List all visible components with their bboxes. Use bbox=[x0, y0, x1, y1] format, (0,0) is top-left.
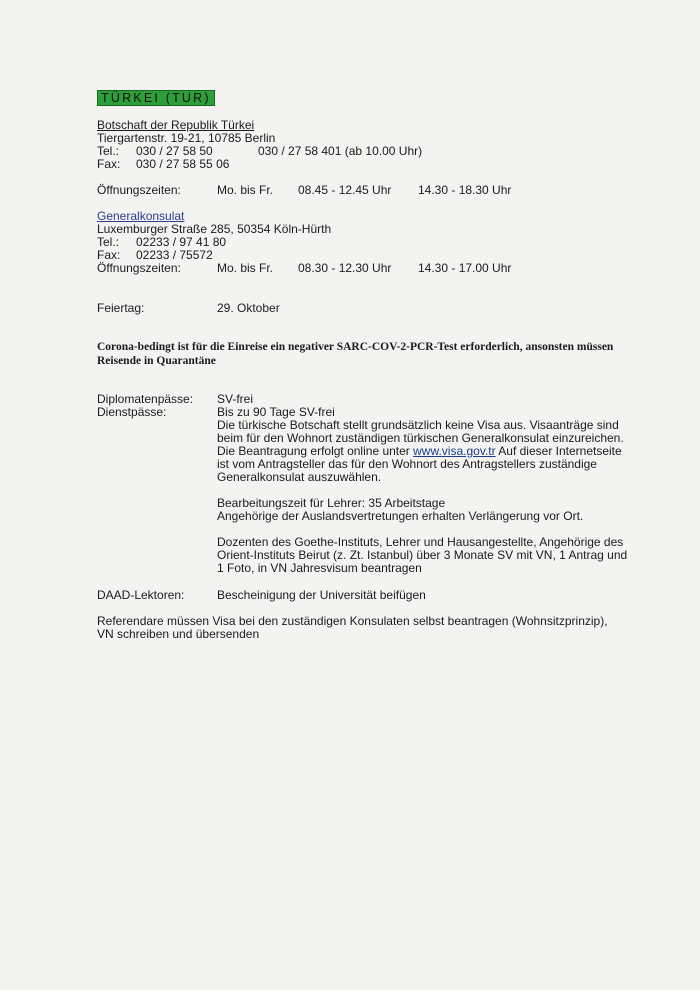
service-passport-label: Dienstpässe: bbox=[97, 405, 167, 419]
visa-paragraph3-line1: Dozenten des Goethe-Instituts, Lehrer und Hausangestellte, Angehörige des bbox=[217, 535, 624, 549]
referendare-note-line2: VN schreiben und übersenden bbox=[97, 627, 260, 641]
visa-paragraph1-line1: Die türkische Botschaft stellt grundsätzlich keine Visa aus. Visaanträge sind bbox=[217, 418, 619, 432]
processing-time: Bearbeitungszeit für Lehrer: 35 Arbeitstage bbox=[217, 496, 446, 510]
consulate-fax-label: Fax: bbox=[97, 248, 121, 262]
holiday-label: Feiertag: bbox=[97, 301, 145, 315]
embassy-hours-afternoon: 14.30 - 18.30 Uhr bbox=[418, 183, 512, 197]
visa-paragraph3-line3: 1 Foto, in VN Jahresvisum beantragen bbox=[217, 561, 422, 575]
embassy-fax-label: Fax: bbox=[97, 157, 121, 171]
embassy-fax: 030 / 27 58 55 06 bbox=[136, 157, 230, 171]
referendare-note-line1: Referendare müssen Visa bei den zuständigen Konsulaten selbst beantragen (Wohnsitzprinzip), bbox=[97, 614, 608, 628]
daad-label: DAAD-Lektoren: bbox=[97, 588, 185, 602]
visa-paragraph1-line3 bbox=[217, 444, 622, 458]
visa-paragraph1-line4: ist vom Antragsteller das für den Wohnort des Antragstellers zuständige bbox=[217, 457, 597, 471]
consulate-tel: 02233 / 97 41 80 bbox=[136, 235, 227, 249]
visa-website-text: Auf dieser Internetseite bbox=[498, 444, 622, 458]
visa-paragraph1-line2: beim für den Wohnort zuständigen türkischen Generalkonsulat einzureichen. bbox=[217, 431, 624, 445]
visa-paragraph1-line5: Generalkonsulat auszuwählen. bbox=[217, 470, 382, 484]
embassy-hours-label: Öffnungszeiten: bbox=[97, 183, 181, 197]
consulate-hours-afternoon: 14.30 - 17.00 Uhr bbox=[418, 261, 512, 275]
embassy-address: Tiergartenstr. 19-21, 10785 Berlin bbox=[97, 131, 276, 145]
country-heading: TÜRKEI (TUR) bbox=[97, 90, 215, 106]
consulate-hours-label: Öffnungszeiten: bbox=[97, 261, 181, 275]
consulate-hours-morning: 08.30 - 12.30 Uhr bbox=[298, 261, 392, 275]
extension-note: Angehörige der Auslandsvertretungen erhalten Verlängerung vor Ort. bbox=[217, 509, 584, 523]
service-passport-value: Bis zu 90 Tage SV-frei bbox=[217, 405, 335, 419]
consulate-tel-label: Tel.: bbox=[97, 235, 120, 249]
corona-note-line2: Reisende in Quarantäne bbox=[97, 355, 216, 367]
embassy-tel2: 030 / 27 58 401 (ab 10.00 Uhr) bbox=[258, 144, 423, 158]
consulate-fax: 02233 / 75572 bbox=[136, 248, 213, 262]
diplomat-passport-label: Diplomatenpässe: bbox=[97, 392, 194, 406]
consulate-title: Generalkonsulat bbox=[97, 209, 185, 223]
consulate-days: Mo. bis Fr. bbox=[217, 261, 274, 275]
diplomat-passport-value: SV-frei bbox=[217, 392, 254, 406]
visa-paragraph3-line2: Orient-Instituts Beirut (z. Zt. Istanbul) über 3 Monate SV mit VN, 1 Antrag und bbox=[217, 548, 628, 562]
visa-online-text: Die Beantragung erfolgt online unter bbox=[217, 444, 410, 458]
corona-note-line1: Corona-bedingt ist für die Einreise ein negativer SARC-COV-2-PCR-Test erforderlich, ansonsten müssen bbox=[97, 341, 614, 353]
embassy-tel: 030 / 27 58 50 bbox=[136, 144, 213, 158]
embassy-days: Mo. bis Fr. bbox=[217, 183, 274, 197]
embassy-tel-label: Tel.: bbox=[97, 144, 120, 158]
consulate-address: Luxemburger Straße 285, 50354 Köln-Hürth bbox=[97, 222, 332, 236]
embassy-title: Botschaft der Republik Türkei bbox=[97, 118, 255, 132]
embassy-hours-morning: 08.45 - 12.45 Uhr bbox=[298, 183, 392, 197]
visa-website-link[interactable]: www.visa.gov.tr bbox=[413, 444, 496, 458]
holiday-date: 29. Oktober bbox=[217, 301, 280, 315]
daad-value: Bescheinigung der Universität beifügen bbox=[217, 588, 426, 602]
